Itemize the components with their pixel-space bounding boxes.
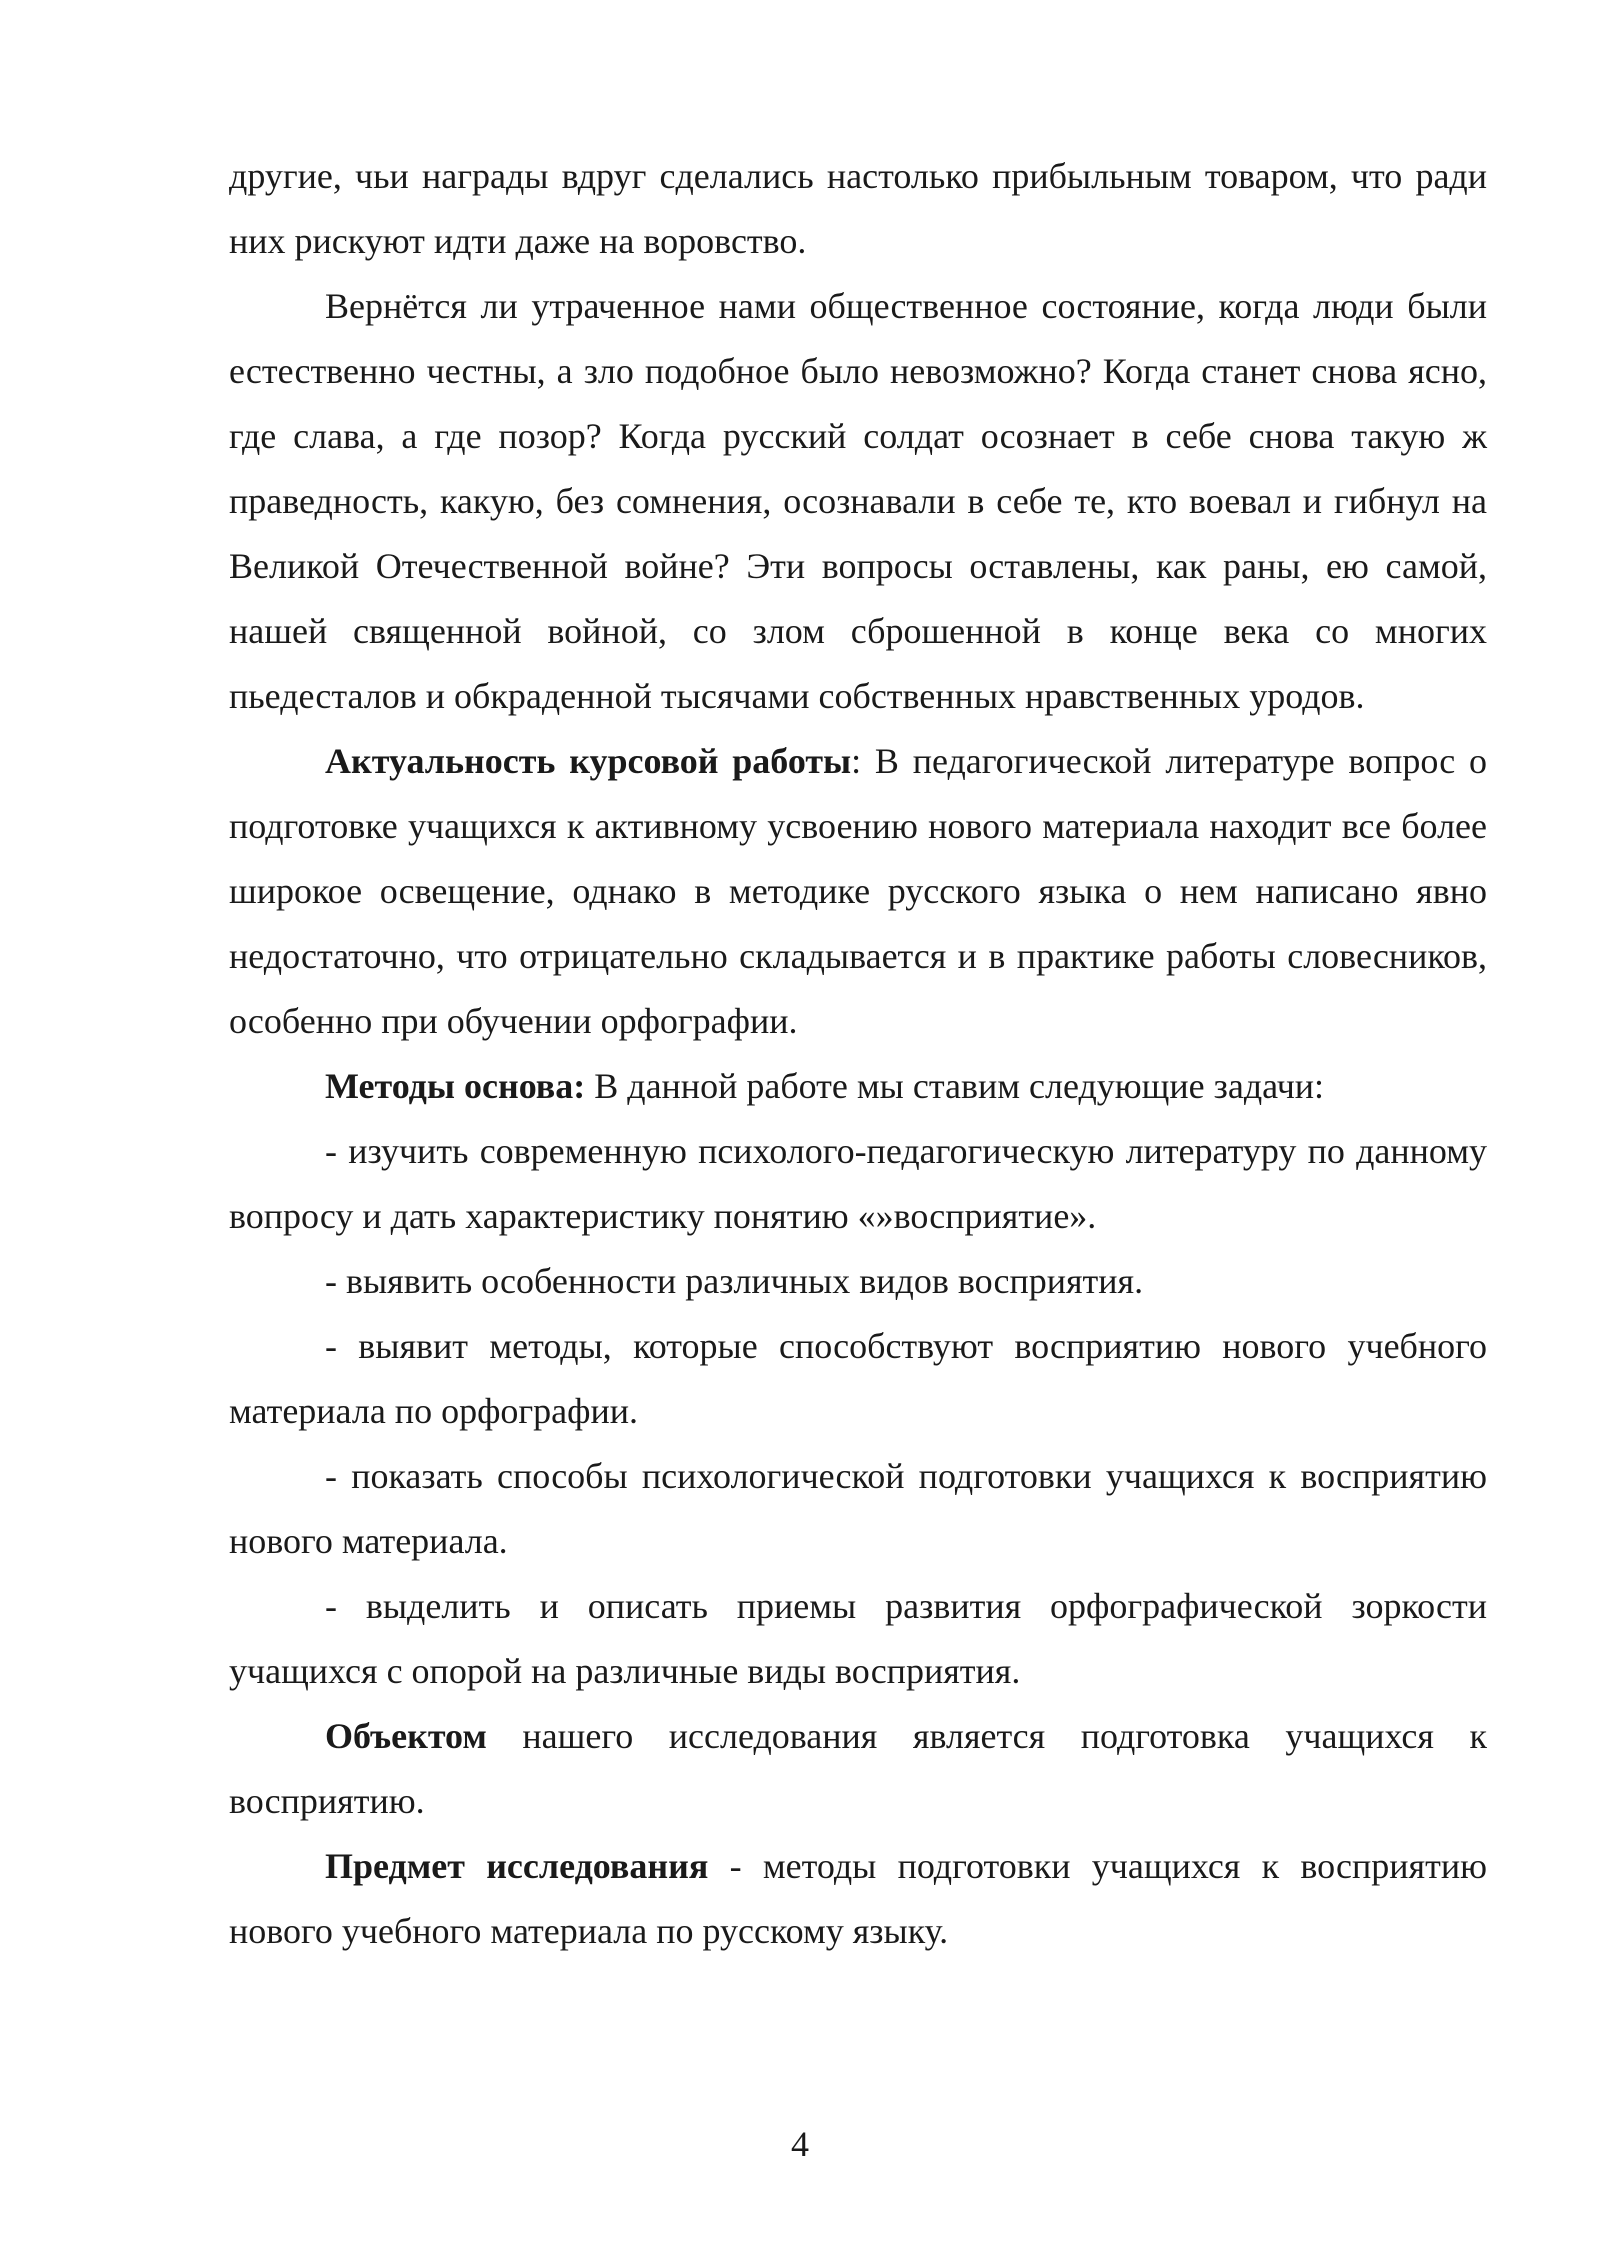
methods-text: В данной работе мы ставим следующие задачи:	[585, 1066, 1325, 1106]
methods-heading: Методы основа:	[325, 1066, 586, 1106]
paragraph-methods	[229, 1054, 1487, 1119]
paragraph-continuation: другие, чьи награды вдруг сделались настолько прибыльным товаром, что ради них рискуют идти даже на воровство.	[229, 156, 1487, 261]
relevance-heading: Актуальность курсовой работы	[325, 741, 852, 781]
task-item-4: - показать способы психологической подготовки учащихся к восприятию нового материала.	[229, 1456, 1487, 1561]
paragraph-object	[229, 1704, 1487, 1834]
paragraph-questions: Вернётся ли утраченное нами общественное состояние, когда люди были естественно честны, а зло подобное было невозможно? Когда станет снова ясно, где слава, а где позор? Когда русский солдат осознает в себе снова такую ж праведность, какую, без сомнения, осознавали в себе те, кто воевал и гибнул на Великой Отечественной войне? Эти вопросы оставлены, как раны, ею самой, нашей священной войной, со злом сброшенной в конце века со многих пьедесталов и обкраденной тысячами собственных нравственных уродов.	[229, 286, 1487, 716]
paragraph-subject	[229, 1834, 1487, 1964]
task-item-3: - выявит методы, которые способствуют восприятию нового учебного материала по орфографии.	[229, 1326, 1487, 1431]
paragraph-relevance	[229, 729, 1487, 1054]
subject-heading: Предмет исследования	[325, 1846, 709, 1886]
body-text	[229, 144, 1487, 1964]
task-item-2: - выявить особенности различных видов восприятия.	[325, 1261, 1144, 1301]
subject-text: - методы подготовки учащихся к восприятию нового учебного материала по русскому языку.	[229, 1846, 1487, 1951]
task-item-5: - выделить и описать приемы развития орфографической зоркости учащихся с опорой на различные виды восприятия.	[229, 1586, 1487, 1691]
page-number: 4	[791, 2124, 809, 2164]
object-heading: Объектом	[325, 1716, 487, 1756]
relevance-text: : В педагогической литературе вопрос о подготовке учащихся к активному усвоению нового материала находит все более широкое освещение, однако в методике русского языка о нем написано явно недостаточно, что отрицательно складывается и в практике работы словесников, особенно при обучении орфографии.	[229, 741, 1488, 1041]
object-text: нашего исследования является подготовка учащихся к восприятию.	[229, 1716, 1487, 1821]
task-item-1: - изучить современную психолого-педагогическую литературу по данному вопросу и дать характеристику понятию «»восприятие».	[229, 1131, 1487, 1236]
